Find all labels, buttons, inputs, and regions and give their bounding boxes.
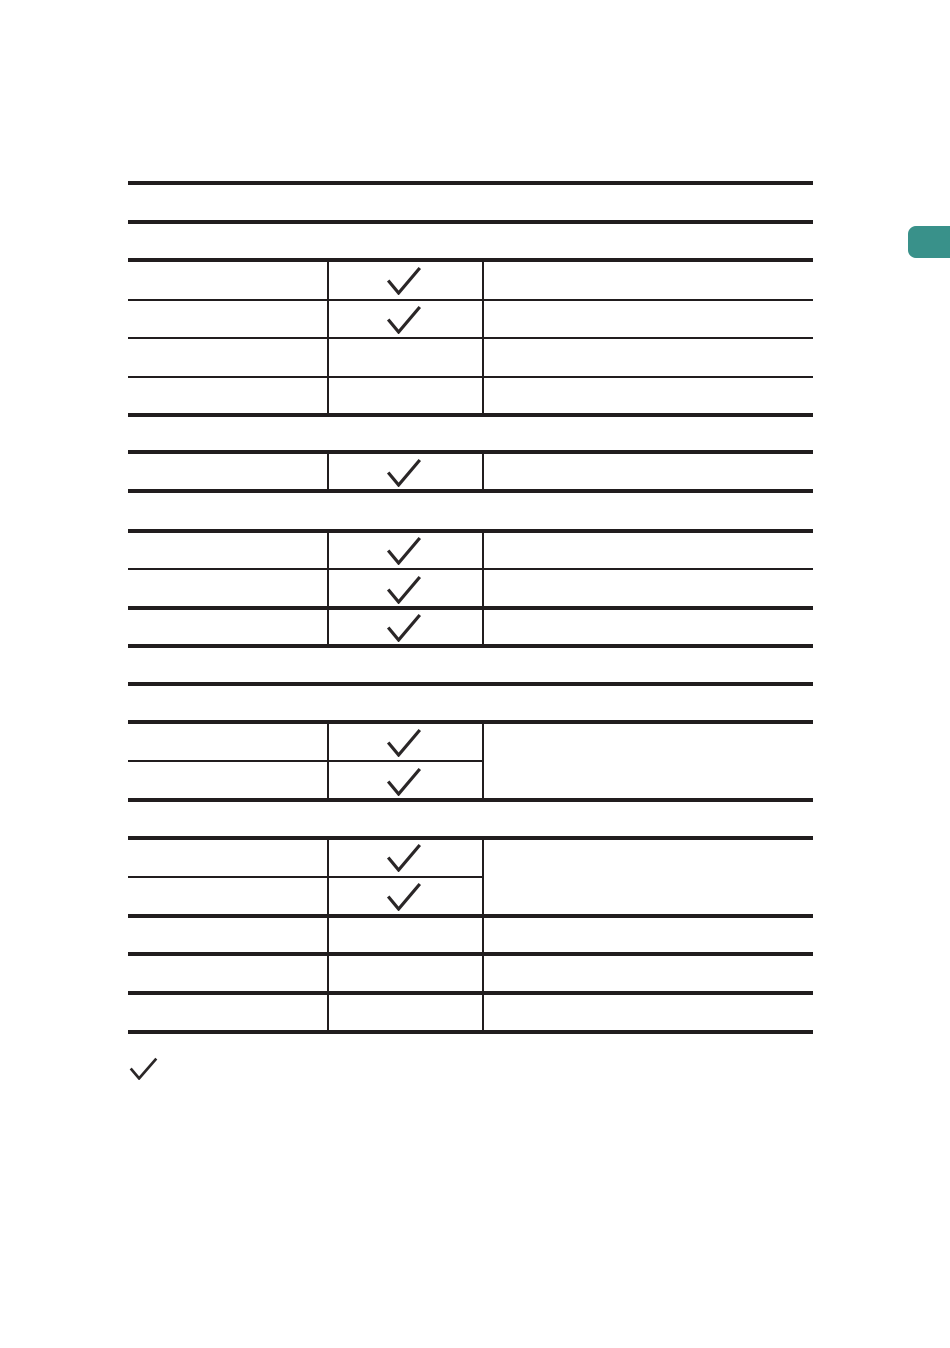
table-horizontal-rule xyxy=(128,914,813,918)
table-column-divider xyxy=(482,452,484,491)
table-column-divider xyxy=(327,838,329,1032)
table-horizontal-rule xyxy=(128,258,813,262)
table-horizontal-rule xyxy=(128,991,813,995)
table-horizontal-rule xyxy=(128,299,813,302)
checkmark-icon xyxy=(386,536,422,565)
table-column-divider xyxy=(482,838,484,1032)
checkmark-icon xyxy=(386,613,422,642)
table-horizontal-rule xyxy=(128,606,813,610)
table-horizontal-rule xyxy=(128,568,813,571)
table-horizontal-rule xyxy=(128,720,813,724)
table-column-divider xyxy=(327,452,329,491)
legend-checkmark-icon xyxy=(129,1057,158,1080)
table-horizontal-rule xyxy=(128,952,813,956)
table-horizontal-rule xyxy=(128,644,813,648)
checkmark-icon xyxy=(386,843,422,872)
chapter-edge-tab xyxy=(908,226,950,258)
checkmark-icon xyxy=(386,767,422,796)
table-horizontal-rule xyxy=(128,1030,813,1034)
table-column-divider xyxy=(482,722,484,800)
table-horizontal-rule xyxy=(128,181,813,185)
table-horizontal-rule xyxy=(128,413,813,417)
table-horizontal-rule xyxy=(128,337,813,340)
table-horizontal-rule xyxy=(128,489,813,493)
table-horizontal-rule xyxy=(128,220,813,224)
checkmark-icon xyxy=(386,266,422,295)
checkmark-icon xyxy=(386,882,422,911)
table-horizontal-rule xyxy=(128,529,813,533)
table-column-divider xyxy=(327,722,329,800)
table-column-divider xyxy=(327,531,329,646)
table-horizontal-rule xyxy=(128,836,813,840)
table-horizontal-rule xyxy=(128,798,813,802)
table-column-divider xyxy=(482,260,484,415)
checkmark-icon xyxy=(386,458,422,487)
table-column-divider xyxy=(327,260,329,415)
table-column-divider xyxy=(482,531,484,646)
table-horizontal-rule xyxy=(128,450,813,454)
checkmark-icon xyxy=(386,575,422,604)
table-horizontal-rule xyxy=(128,760,484,763)
table-horizontal-rule xyxy=(128,376,813,379)
checkmark-icon xyxy=(386,728,422,757)
table-horizontal-rule xyxy=(128,876,484,879)
checkmark-icon xyxy=(386,305,422,334)
table-horizontal-rule xyxy=(128,682,813,686)
